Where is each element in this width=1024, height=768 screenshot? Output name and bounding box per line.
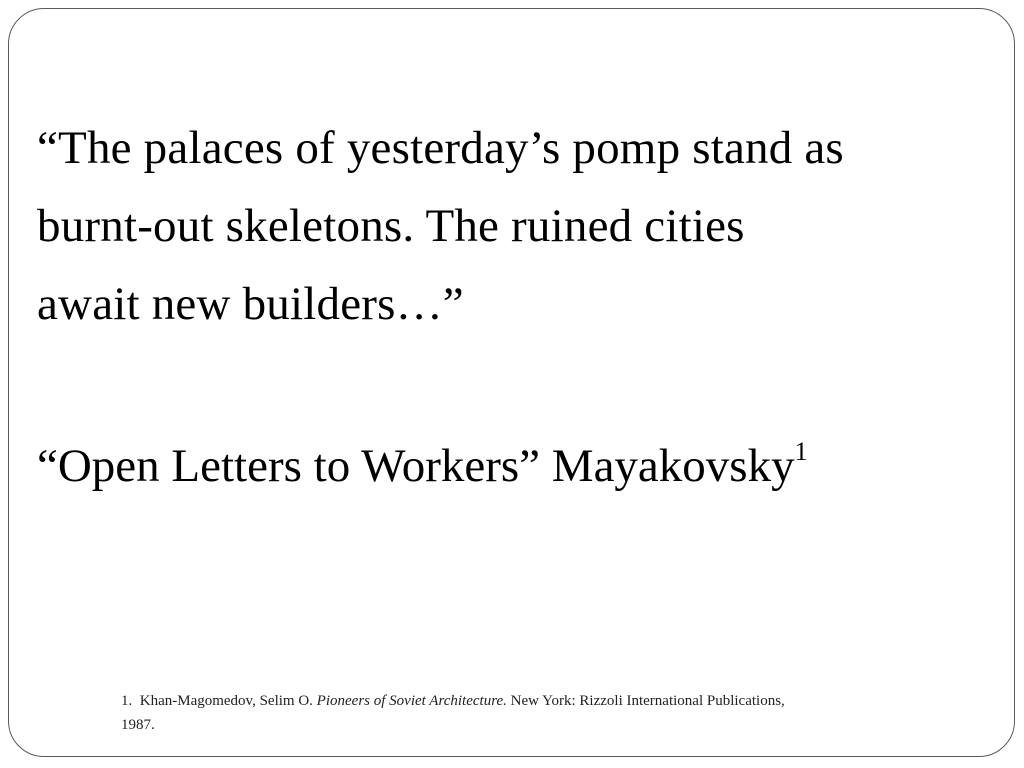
attribution [37, 427, 808, 505]
footnote-publisher: New York: Rizzoli International Publications, [510, 693, 785, 709]
footnote-number: 1. [121, 693, 133, 709]
footnote [121, 689, 901, 737]
footnote-author: Khan-Magomedov, Selim O. [139, 693, 313, 709]
footnote-year: 1987. [121, 717, 155, 733]
footnote-marker: 1 [794, 437, 808, 467]
quote-text [37, 109, 997, 343]
quote-line-3: await new builders…” [37, 278, 464, 330]
attribution-text: “Open Letters to Workers” Mayakovsky [37, 440, 795, 492]
slide-frame [8, 8, 1015, 757]
quote-line-1: “The palaces of yesterday’s pomp stand as [37, 122, 844, 174]
footnote-book-title: Pioneers of Soviet Architecture. [316, 693, 507, 709]
quote-line-2: burnt-out skeletons. The ruined cities [37, 200, 745, 252]
